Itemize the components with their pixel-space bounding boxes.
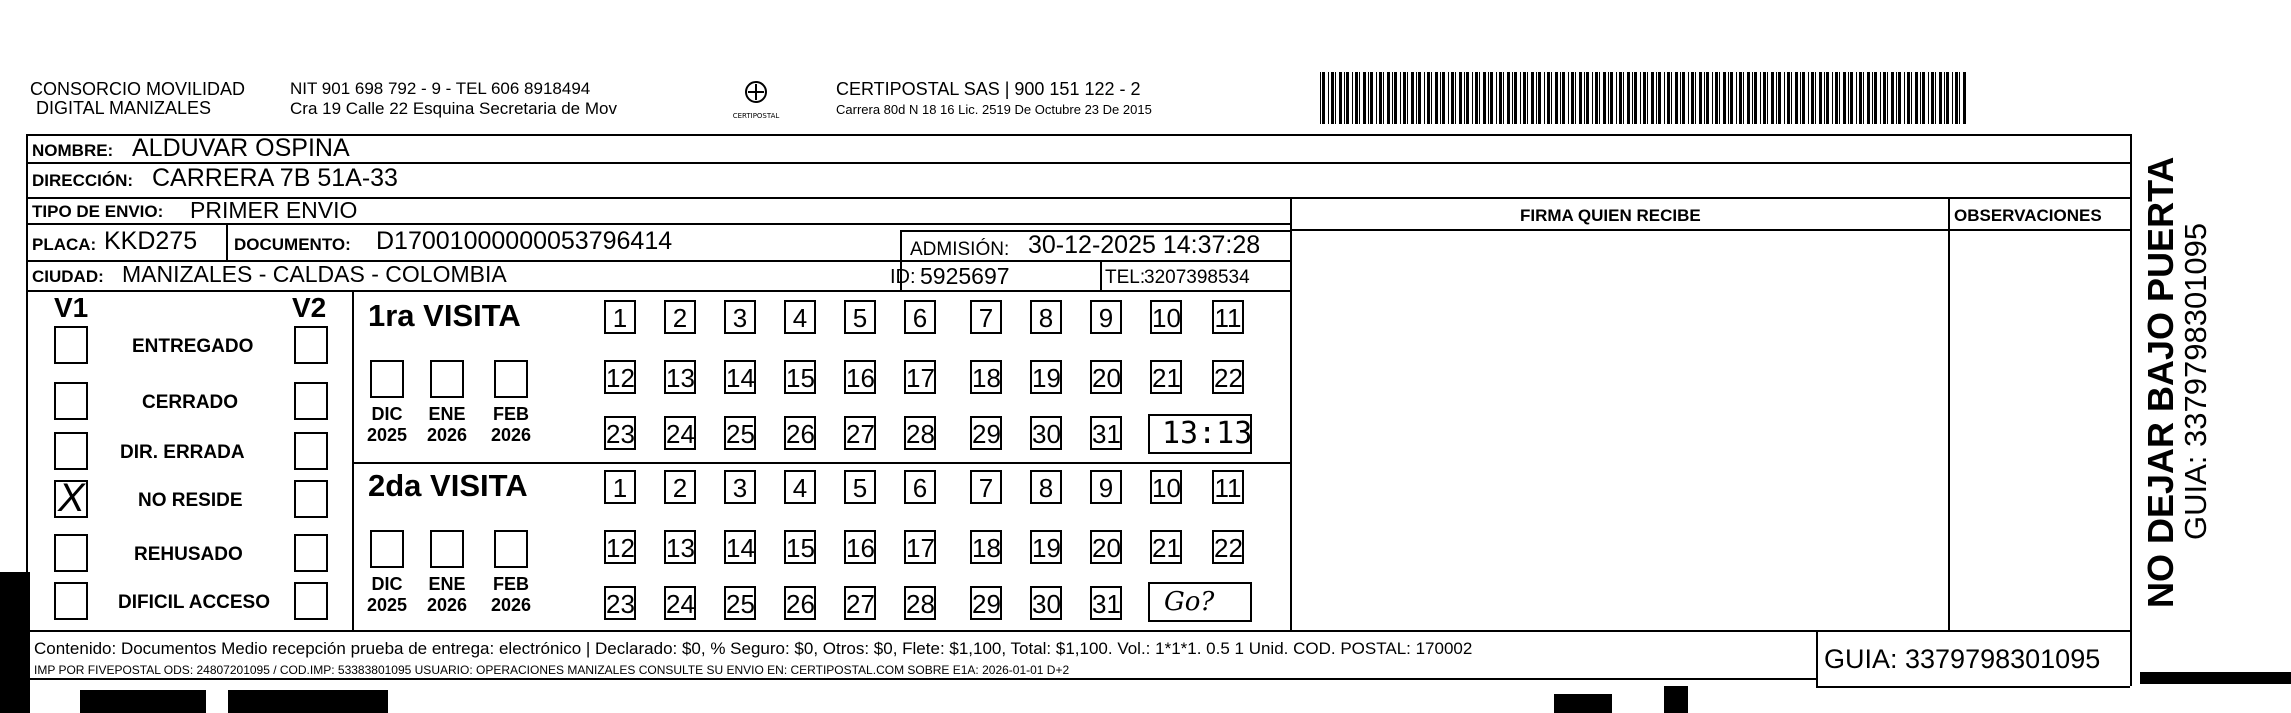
month-label: ENE 2026 bbox=[426, 574, 468, 615]
month-checkbox[interactable] bbox=[430, 530, 464, 568]
day-cell[interactable]: 2 bbox=[664, 470, 696, 504]
address-line: Cra 19 Calle 22 Esquina Secretaria de Mov bbox=[290, 99, 617, 118]
day-cell[interactable]: 21 bbox=[1150, 530, 1182, 564]
tipo-envio-value: PRIMER ENVIO bbox=[190, 197, 358, 223]
day-cell[interactable]: 1 bbox=[604, 300, 636, 334]
day-cell[interactable]: 3 bbox=[724, 470, 756, 504]
day-cell[interactable]: 18 bbox=[970, 530, 1002, 564]
day-cell[interactable]: 15 bbox=[784, 530, 816, 564]
day-cell[interactable]: 24 bbox=[664, 586, 696, 620]
day-cell[interactable]: 25 bbox=[724, 586, 756, 620]
day-cell[interactable]: 12 bbox=[604, 530, 636, 564]
day-cell[interactable]: 11 bbox=[1212, 470, 1244, 504]
day-cell[interactable]: 5 bbox=[844, 470, 876, 504]
month-checkbox[interactable] bbox=[370, 360, 404, 398]
edge-mark bbox=[0, 572, 30, 713]
day-cell[interactable]: 28 bbox=[904, 586, 936, 620]
documento-value: D17001000000053796414 bbox=[376, 227, 673, 255]
v1-checkbox[interactable] bbox=[54, 326, 88, 364]
day-cell[interactable]: 18 bbox=[970, 360, 1002, 394]
second-visit-time: Go? bbox=[1164, 587, 1215, 617]
edge-mark bbox=[228, 690, 388, 713]
v2-checkbox[interactable] bbox=[294, 534, 328, 572]
day-cell[interactable]: 31 bbox=[1090, 416, 1122, 450]
svg-text:CERTIPOSTAL: CERTIPOSTAL bbox=[732, 112, 780, 120]
day-cell[interactable]: 12 bbox=[604, 360, 636, 394]
v1-checkbox[interactable] bbox=[54, 582, 88, 620]
edge-mark bbox=[1554, 694, 1612, 713]
day-cell[interactable]: 20 bbox=[1090, 360, 1122, 394]
reason-label: CERRADO bbox=[142, 392, 239, 413]
day-cell[interactable]: 26 bbox=[784, 416, 816, 450]
day-cell[interactable]: 6 bbox=[904, 470, 936, 504]
company-name-line-2: DIGITAL MANIZALES bbox=[36, 98, 212, 118]
second-visit-time-box bbox=[1148, 582, 1252, 622]
edge-mark bbox=[1664, 686, 1688, 713]
v2-label: V2 bbox=[292, 292, 327, 323]
carrier-line: CERTIPOSTAL SAS | 900 151 122 - 2 bbox=[836, 79, 1141, 99]
day-cell[interactable]: 7 bbox=[970, 470, 1002, 504]
placa-label: PLACA: bbox=[32, 235, 97, 254]
day-cell[interactable]: 22 bbox=[1212, 530, 1244, 564]
first-visit-title: 1ra VISITA bbox=[368, 298, 521, 333]
day-cell[interactable]: 1 bbox=[604, 470, 636, 504]
day-cell[interactable]: 9 bbox=[1090, 470, 1122, 504]
v1-checkbox[interactable] bbox=[54, 534, 88, 572]
ciudad-value: MANIZALES - CALDAS - COLOMBIA bbox=[122, 261, 507, 287]
imp-line: IMP POR FIVEPOSTAL ODS: 24807201095 / COD.IMP: 53383801095 USUARIO: OPERACIONES MANIZALES CONSULTE SU ENVIO EN: CERTIPOSTAL.COM SOBRE E1A: 2026-01-01 D+2 bbox=[34, 663, 1070, 677]
v1-checkbox[interactable] bbox=[54, 476, 88, 520]
nombre-label: NOMBRE: bbox=[32, 141, 114, 160]
day-cell[interactable]: 15 bbox=[784, 360, 816, 394]
day-cell[interactable]: 19 bbox=[1030, 360, 1062, 394]
certipostal-logo bbox=[728, 76, 784, 122]
day-cell[interactable]: 22 bbox=[1212, 360, 1244, 394]
placa-value: KKD275 bbox=[104, 227, 198, 255]
v1-mark: X bbox=[58, 476, 85, 520]
nit-line: NIT 901 698 792 - 9 - TEL 606 8918494 bbox=[290, 79, 591, 98]
day-cell[interactable]: 16 bbox=[844, 530, 876, 564]
admision-value: 30-12-2025 14:37:28 bbox=[1028, 231, 1261, 259]
first-visit-time: 13:13 bbox=[1162, 416, 1253, 451]
nombre-value: ALDUVAR OSPINA bbox=[132, 134, 350, 162]
v2-checkbox[interactable] bbox=[294, 480, 328, 518]
observaciones-label: OBSERVACIONES bbox=[1954, 206, 2102, 225]
no-dejar-bajo-puerta: NO DEJAR BAJO PUERTA bbox=[2140, 156, 2181, 608]
day-cell[interactable]: 10 bbox=[1150, 300, 1182, 334]
tel-label: TEL: bbox=[1105, 267, 1146, 288]
first-visit-time-box bbox=[1148, 414, 1252, 454]
firma-label: FIRMA QUIEN RECIBE bbox=[1520, 206, 1701, 225]
day-cell[interactable]: 19 bbox=[1030, 530, 1062, 564]
day-cell[interactable]: 14 bbox=[724, 530, 756, 564]
month-label: FEB 2026 bbox=[490, 574, 532, 615]
day-cell[interactable]: 8 bbox=[1030, 300, 1062, 334]
reason-label: DIR. ERRADA bbox=[120, 442, 245, 463]
day-cell[interactable]: 29 bbox=[970, 416, 1002, 450]
reason-label: DIFICIL ACCESO bbox=[118, 592, 271, 613]
reason-label: REHUSADO bbox=[134, 544, 243, 565]
admision-label: ADMISIÓN: bbox=[910, 239, 1010, 260]
day-cell[interactable]: 23 bbox=[604, 586, 636, 620]
day-cell[interactable]: 4 bbox=[784, 300, 816, 334]
day-cell[interactable]: 30 bbox=[1030, 416, 1062, 450]
v1-checkbox[interactable] bbox=[54, 432, 88, 470]
day-cell[interactable]: 30 bbox=[1030, 586, 1062, 620]
day-cell[interactable]: 17 bbox=[904, 360, 936, 394]
month-label: DIC 2025 bbox=[366, 404, 408, 445]
day-cell[interactable]: 7 bbox=[970, 300, 1002, 334]
day-cell[interactable]: 9 bbox=[1090, 300, 1122, 334]
day-cell[interactable]: 3 bbox=[724, 300, 756, 334]
guia-vertical: GUIA: 3379798301095 bbox=[2178, 222, 2213, 540]
company-name-line-1: CONSORCIO MOVILIDAD bbox=[30, 79, 246, 99]
day-cell[interactable]: 8 bbox=[1030, 470, 1062, 504]
day-cell[interactable]: 11 bbox=[1212, 300, 1244, 334]
second-visit-title: 2da VISITA bbox=[368, 468, 528, 503]
day-cell[interactable]: 24 bbox=[664, 416, 696, 450]
month-checkbox[interactable] bbox=[494, 360, 528, 398]
barcode bbox=[1320, 72, 1970, 124]
day-cell[interactable]: 29 bbox=[970, 586, 1002, 620]
day-cell[interactable]: 10 bbox=[1150, 470, 1182, 504]
carrier-address: Carrera 80d N 18 16 Lic. 2519 De Octubre 23 De 2015 bbox=[836, 102, 1152, 117]
month-label: ENE 2026 bbox=[426, 404, 468, 445]
day-cell[interactable]: 2 bbox=[664, 300, 696, 334]
direccion-value: CARRERA 7B 51A-33 bbox=[152, 164, 398, 192]
guia-footer: GUIA: 3379798301095 bbox=[1824, 644, 2101, 674]
day-cell[interactable]: 5 bbox=[844, 300, 876, 334]
reason-label: ENTREGADO bbox=[132, 336, 254, 357]
day-cell[interactable]: 14 bbox=[724, 360, 756, 394]
month-checkbox[interactable] bbox=[430, 360, 464, 398]
day-cell[interactable]: 27 bbox=[844, 586, 876, 620]
day-cell[interactable]: 20 bbox=[1090, 530, 1122, 564]
day-cell[interactable]: 13 bbox=[664, 360, 696, 394]
tel-value: 3207398534 bbox=[1144, 267, 1250, 288]
id-label: ID: bbox=[890, 266, 916, 288]
day-cell[interactable]: 28 bbox=[904, 416, 936, 450]
day-cell[interactable]: 31 bbox=[1090, 586, 1122, 620]
day-cell[interactable]: 26 bbox=[784, 586, 816, 620]
day-cell[interactable]: 4 bbox=[784, 470, 816, 504]
day-cell[interactable]: 23 bbox=[604, 416, 636, 450]
day-cell[interactable]: 27 bbox=[844, 416, 876, 450]
ciudad-label: CIUDAD: bbox=[32, 267, 104, 286]
v2-checkbox[interactable] bbox=[294, 326, 328, 364]
v2-checkbox[interactable] bbox=[294, 432, 328, 470]
day-cell[interactable]: 13 bbox=[664, 530, 696, 564]
day-cell[interactable]: 6 bbox=[904, 300, 936, 334]
month-checkbox[interactable] bbox=[370, 530, 404, 568]
month-checkbox[interactable] bbox=[494, 530, 528, 568]
documento-label: DOCUMENTO: bbox=[234, 235, 351, 254]
day-cell[interactable]: 17 bbox=[904, 530, 936, 564]
day-cell[interactable]: 21 bbox=[1150, 360, 1182, 394]
tipo-envio-label: TIPO DE ENVIO: bbox=[32, 202, 164, 221]
v1-label: V1 bbox=[54, 292, 89, 323]
month-label: FEB 2026 bbox=[490, 404, 532, 445]
reason-label: NO RESIDE bbox=[138, 490, 243, 511]
day-cell[interactable]: 25 bbox=[724, 416, 756, 450]
id-value: 5925697 bbox=[920, 263, 1010, 289]
v2-checkbox[interactable] bbox=[294, 382, 328, 420]
edge-mark bbox=[2140, 672, 2291, 684]
edge-mark bbox=[80, 690, 206, 713]
direccion-label: DIRECCIÓN: bbox=[32, 171, 134, 190]
v1-checkbox[interactable] bbox=[54, 382, 88, 420]
month-label: DIC 2025 bbox=[366, 574, 408, 615]
day-cell[interactable]: 16 bbox=[844, 360, 876, 394]
contenido-line: Contenido: Documentos Medio recepción prueba de entrega: electrónico | Declarado: $0, % Seguro: $0, Otros: $0, Flete: $1,100, Total: $1,100. Vol.: 1*1*1. 0.5 1 Unid. COD. POSTAL: 170002 bbox=[34, 639, 1473, 658]
v2-checkbox[interactable] bbox=[294, 582, 328, 620]
